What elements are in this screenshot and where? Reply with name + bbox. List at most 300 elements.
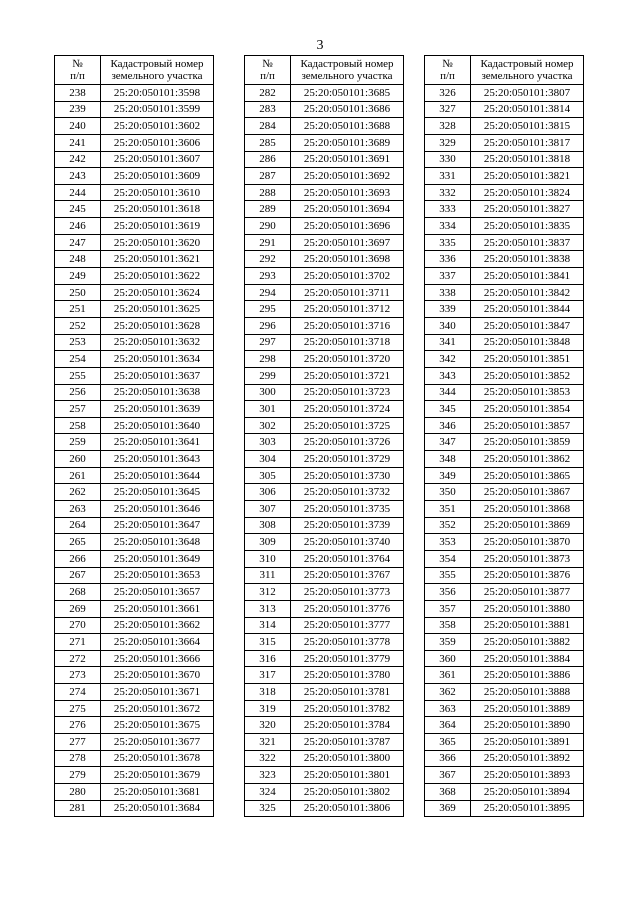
cadastral-number-cell: 25:20:050101:3666 (101, 650, 214, 667)
cadastral-number-cell: 25:20:050101:3661 (101, 600, 214, 617)
row-number-cell: 319 (245, 700, 291, 717)
row-number-cell: 328 (425, 118, 471, 135)
table-row (245, 85, 404, 102)
table-row (245, 767, 404, 784)
table-row (245, 783, 404, 800)
table-row (245, 434, 404, 451)
cadastral-number-cell: 25:20:050101:3628 (101, 317, 214, 334)
table-row (425, 684, 584, 701)
row-number-cell: 327 (425, 101, 471, 118)
row-number-cell: 242 (55, 151, 101, 168)
cadastral-number-cell: 25:20:050101:3694 (291, 201, 404, 218)
row-number-cell: 310 (245, 550, 291, 567)
row-number-cell: 240 (55, 118, 101, 135)
table-row (55, 567, 214, 584)
row-number-cell: 359 (425, 634, 471, 651)
row-number-cell: 266 (55, 550, 101, 567)
row-number-cell: 334 (425, 218, 471, 235)
cadastral-number-cell: 25:20:050101:3784 (291, 717, 404, 734)
table-row (55, 617, 214, 634)
cadastral-number-cell: 25:20:050101:3609 (101, 168, 214, 185)
row-number-cell: 357 (425, 600, 471, 617)
row-number-cell: 346 (425, 417, 471, 434)
table-row (55, 367, 214, 384)
cadastral-number-cell: 25:20:050101:3740 (291, 534, 404, 551)
table-row (245, 317, 404, 334)
table-row (245, 284, 404, 301)
row-number-cell: 271 (55, 634, 101, 651)
cadastral-number-cell: 25:20:050101:3779 (291, 650, 404, 667)
table-row (425, 401, 584, 418)
cadastral-number-cell: 25:20:050101:3625 (101, 301, 214, 318)
row-number-cell: 362 (425, 684, 471, 701)
cadastral-number-cell: 25:20:050101:3696 (291, 218, 404, 235)
row-number-cell: 244 (55, 184, 101, 201)
cadastral-number-cell: 25:20:050101:3686 (291, 101, 404, 118)
row-number-cell: 309 (245, 534, 291, 551)
table-row (55, 384, 214, 401)
row-number-cell: 308 (245, 517, 291, 534)
row-number-cell: 318 (245, 684, 291, 701)
table-row (55, 168, 214, 185)
row-number-cell: 257 (55, 401, 101, 418)
row-number-cell: 238 (55, 85, 101, 102)
cadastral-number-cell: 25:20:050101:3817 (471, 134, 584, 151)
cadastral-number-cell: 25:20:050101:3653 (101, 567, 214, 584)
cadastral-number-cell: 25:20:050101:3865 (471, 467, 584, 484)
table-row (245, 401, 404, 418)
row-number-cell: 354 (425, 550, 471, 567)
row-number-cell: 239 (55, 101, 101, 118)
cadastral-number-cell: 25:20:050101:3824 (471, 184, 584, 201)
row-number-cell: 254 (55, 351, 101, 368)
table-row (245, 550, 404, 567)
table-row (55, 600, 214, 617)
table-row (55, 634, 214, 651)
row-number-cell: 358 (425, 617, 471, 634)
table-row (425, 501, 584, 518)
row-number-cell: 268 (55, 584, 101, 601)
cadastral-number-cell: 25:20:050101:3837 (471, 234, 584, 251)
cadastral-number-cell: 25:20:050101:3873 (471, 550, 584, 567)
row-number-cell: 288 (245, 184, 291, 201)
row-number-cell: 245 (55, 201, 101, 218)
table-row (425, 118, 584, 135)
row-number-cell: 289 (245, 201, 291, 218)
header-cad-line1: Кадастровый номер (300, 58, 394, 70)
table-row (245, 584, 404, 601)
row-number-cell: 251 (55, 301, 101, 318)
header-num-line1: № (442, 58, 453, 70)
cadastral-number-cell: 25:20:050101:3697 (291, 234, 404, 251)
table-row (425, 134, 584, 151)
row-number-cell: 366 (425, 750, 471, 767)
table-row (245, 567, 404, 584)
table-row (425, 168, 584, 185)
header-cad-line1: Кадастровый номер (480, 58, 574, 70)
table-row (245, 101, 404, 118)
row-number-cell: 249 (55, 268, 101, 285)
cadastral-number-cell: 25:20:050101:3643 (101, 451, 214, 468)
cadastral-number-cell: 25:20:050101:3712 (291, 301, 404, 318)
table-row (425, 600, 584, 617)
header-num-line1: № (262, 58, 273, 70)
row-number-cell: 285 (245, 134, 291, 151)
row-number-cell: 286 (245, 151, 291, 168)
cadastral-number-cell: 25:20:050101:3851 (471, 351, 584, 368)
table-row (245, 268, 404, 285)
cadastral-number-cell: 25:20:050101:3640 (101, 417, 214, 434)
row-number-cell: 323 (245, 767, 291, 784)
table-row (245, 467, 404, 484)
table-row (245, 118, 404, 135)
row-number-cell: 336 (425, 251, 471, 268)
table-row (425, 201, 584, 218)
table-row (425, 733, 584, 750)
cadastral-number-cell: 25:20:050101:3895 (471, 800, 584, 817)
row-number-cell: 365 (425, 733, 471, 750)
table-row (425, 700, 584, 717)
cadastral-number-cell: 25:20:050101:3732 (291, 484, 404, 501)
cadastral-number-cell: 25:20:050101:3677 (101, 733, 214, 750)
cadastral-number-cell: 25:20:050101:3649 (101, 550, 214, 567)
cadastral-number-cell: 25:20:050101:3870 (471, 534, 584, 551)
cadastral-number-cell: 25:20:050101:3852 (471, 367, 584, 384)
table-row (55, 251, 214, 268)
cadastral-number-cell: 25:20:050101:3598 (101, 85, 214, 102)
table-row (245, 634, 404, 651)
header-cad-line2: земельного участка (481, 70, 573, 82)
table-row (55, 451, 214, 468)
table-row (425, 717, 584, 734)
cadastral-number-cell: 25:20:050101:3662 (101, 617, 214, 634)
header-num-line2: п/п (440, 70, 455, 82)
cadastral-number-cell: 25:20:050101:3781 (291, 684, 404, 701)
cadastral-number-cell: 25:20:050101:3868 (471, 501, 584, 518)
table-row (245, 151, 404, 168)
cadastral-number-cell: 25:20:050101:3782 (291, 700, 404, 717)
table-row (425, 584, 584, 601)
table-row (245, 218, 404, 235)
cadastral-number-cell: 25:20:050101:3867 (471, 484, 584, 501)
row-number-cell: 307 (245, 501, 291, 518)
cadastral-number-cell: 25:20:050101:3726 (291, 434, 404, 451)
cadastral-number-cell: 25:20:050101:3675 (101, 717, 214, 734)
cadastral-number-cell: 25:20:050101:3638 (101, 384, 214, 401)
cadastral-number-cell: 25:20:050101:3724 (291, 401, 404, 418)
table-row (55, 317, 214, 334)
cadastral-number-cell: 25:20:050101:3725 (291, 417, 404, 434)
row-number-cell: 264 (55, 517, 101, 534)
row-number-cell: 306 (245, 484, 291, 501)
cadastral-number-cell: 25:20:050101:3767 (291, 567, 404, 584)
row-number-cell: 337 (425, 268, 471, 285)
row-number-cell: 303 (245, 434, 291, 451)
row-number-cell: 344 (425, 384, 471, 401)
table-row (55, 301, 214, 318)
cadastral-number-cell: 25:20:050101:3869 (471, 517, 584, 534)
table-row (245, 650, 404, 667)
cadastral-number-cell: 25:20:050101:3807 (471, 85, 584, 102)
cadastral-number-cell: 25:20:050101:3787 (291, 733, 404, 750)
table-row (245, 234, 404, 251)
cadastral-number-cell: 25:20:050101:3641 (101, 434, 214, 451)
cadastral-number-cell: 25:20:050101:3639 (101, 401, 214, 418)
table-row (245, 617, 404, 634)
table-row (425, 417, 584, 434)
cadastral-number-cell: 25:20:050101:3891 (471, 733, 584, 750)
row-number-cell: 331 (425, 168, 471, 185)
column-header-number (245, 56, 291, 85)
row-number-cell: 364 (425, 717, 471, 734)
row-number-cell: 363 (425, 700, 471, 717)
row-number-cell: 260 (55, 451, 101, 468)
table-row (245, 534, 404, 551)
cadastral-number-cell: 25:20:050101:3888 (471, 684, 584, 701)
row-number-cell: 335 (425, 234, 471, 251)
row-number-cell: 302 (245, 417, 291, 434)
cadastral-number-cell: 25:20:050101:3644 (101, 467, 214, 484)
row-number-cell: 284 (245, 118, 291, 135)
table-row (245, 351, 404, 368)
cadastral-number-cell: 25:20:050101:3688 (291, 118, 404, 135)
cadastral-number-cell: 25:20:050101:3739 (291, 517, 404, 534)
column-header-cadastral (291, 56, 404, 85)
table-row (55, 201, 214, 218)
row-number-cell: 291 (245, 234, 291, 251)
cadastral-number-cell: 25:20:050101:3835 (471, 218, 584, 235)
cadastral-number-cell: 25:20:050101:3818 (471, 151, 584, 168)
row-number-cell: 339 (425, 301, 471, 318)
cadastral-number-cell: 25:20:050101:3720 (291, 351, 404, 368)
cadastral-number-cell: 25:20:050101:3647 (101, 517, 214, 534)
cadastral-number-cell: 25:20:050101:3735 (291, 501, 404, 518)
table-row (425, 467, 584, 484)
table-row (425, 234, 584, 251)
table-row (55, 85, 214, 102)
table-row (55, 783, 214, 800)
row-number-cell: 341 (425, 334, 471, 351)
row-number-cell: 313 (245, 600, 291, 617)
cadastral-number-cell: 25:20:050101:3815 (471, 118, 584, 135)
row-number-cell: 333 (425, 201, 471, 218)
cadastral-number-cell: 25:20:050101:3610 (101, 184, 214, 201)
table-row (245, 384, 404, 401)
cadastral-number-cell: 25:20:050101:3838 (471, 251, 584, 268)
row-number-cell: 349 (425, 467, 471, 484)
cadastral-number-cell: 25:20:050101:3842 (471, 284, 584, 301)
table-header-row (425, 56, 584, 85)
row-number-cell: 259 (55, 434, 101, 451)
row-number-cell: 292 (245, 251, 291, 268)
table-row (55, 650, 214, 667)
row-number-cell: 281 (55, 800, 101, 817)
row-number-cell: 262 (55, 484, 101, 501)
cadastral-number-cell: 25:20:050101:3773 (291, 584, 404, 601)
cadastral-number-cell: 25:20:050101:3723 (291, 384, 404, 401)
row-number-cell: 350 (425, 484, 471, 501)
row-number-cell: 273 (55, 667, 101, 684)
table-row (245, 201, 404, 218)
row-number-cell: 246 (55, 218, 101, 235)
table-row (55, 417, 214, 434)
table-row (425, 484, 584, 501)
table-row (245, 184, 404, 201)
column-header-cadastral (471, 56, 584, 85)
table-row (425, 284, 584, 301)
row-number-cell: 241 (55, 134, 101, 151)
cadastral-number-cell: 25:20:050101:3691 (291, 151, 404, 168)
cadastral-number-cell: 25:20:050101:3729 (291, 451, 404, 468)
table-body (425, 85, 584, 817)
table-row (425, 101, 584, 118)
cadastral-number-cell: 25:20:050101:3777 (291, 617, 404, 634)
table-row (425, 567, 584, 584)
table-row (245, 484, 404, 501)
table-row (245, 667, 404, 684)
cadastral-number-cell: 25:20:050101:3648 (101, 534, 214, 551)
cadastral-number-cell: 25:20:050101:3672 (101, 700, 214, 717)
cadastral-number-cell: 25:20:050101:3877 (471, 584, 584, 601)
cadastral-number-cell: 25:20:050101:3876 (471, 567, 584, 584)
row-number-cell: 311 (245, 567, 291, 584)
cadastral-table-3 (424, 55, 584, 817)
cadastral-number-cell: 25:20:050101:3889 (471, 700, 584, 717)
row-number-cell: 361 (425, 667, 471, 684)
table-header-row (55, 56, 214, 85)
table-row (55, 550, 214, 567)
table-row (245, 733, 404, 750)
table-row (55, 484, 214, 501)
row-number-cell: 332 (425, 184, 471, 201)
table-row (55, 351, 214, 368)
row-number-cell: 261 (55, 467, 101, 484)
row-number-cell: 263 (55, 501, 101, 518)
table-row (425, 351, 584, 368)
table-row (55, 684, 214, 701)
column-header-cadastral (101, 56, 214, 85)
cadastral-number-cell: 25:20:050101:3814 (471, 101, 584, 118)
table-row (425, 268, 584, 285)
row-number-cell: 312 (245, 584, 291, 601)
row-number-cell: 305 (245, 467, 291, 484)
row-number-cell: 348 (425, 451, 471, 468)
table-row (55, 667, 214, 684)
row-number-cell: 340 (425, 317, 471, 334)
cadastral-number-cell: 25:20:050101:3854 (471, 401, 584, 418)
table-row (55, 101, 214, 118)
table-row (425, 367, 584, 384)
table-row (425, 317, 584, 334)
cadastral-number-cell: 25:20:050101:3730 (291, 467, 404, 484)
table-row (245, 301, 404, 318)
cadastral-number-cell: 25:20:050101:3637 (101, 367, 214, 384)
cadastral-number-cell: 25:20:050101:3844 (471, 301, 584, 318)
row-number-cell: 317 (245, 667, 291, 684)
cadastral-number-cell: 25:20:050101:3620 (101, 234, 214, 251)
row-number-cell: 267 (55, 567, 101, 584)
row-number-cell: 369 (425, 800, 471, 817)
row-number-cell: 275 (55, 700, 101, 717)
cadastral-number-cell: 25:20:050101:3892 (471, 750, 584, 767)
row-number-cell: 368 (425, 783, 471, 800)
cadastral-number-cell: 25:20:050101:3880 (471, 600, 584, 617)
cadastral-number-cell: 25:20:050101:3657 (101, 584, 214, 601)
table-row (425, 251, 584, 268)
row-number-cell: 243 (55, 168, 101, 185)
table-row (425, 334, 584, 351)
cadastral-number-cell: 25:20:050101:3848 (471, 334, 584, 351)
cadastral-number-cell: 25:20:050101:3624 (101, 284, 214, 301)
row-number-cell: 294 (245, 284, 291, 301)
table-row (55, 733, 214, 750)
cadastral-number-cell: 25:20:050101:3857 (471, 417, 584, 434)
row-number-cell: 315 (245, 634, 291, 651)
table-row (425, 451, 584, 468)
cadastral-number-cell: 25:20:050101:3894 (471, 783, 584, 800)
table-row (245, 700, 404, 717)
row-number-cell: 325 (245, 800, 291, 817)
cadastral-number-cell: 25:20:050101:3827 (471, 201, 584, 218)
table-row (55, 218, 214, 235)
row-number-cell: 342 (425, 351, 471, 368)
table-row (55, 234, 214, 251)
row-number-cell: 351 (425, 501, 471, 518)
cadastral-number-cell: 25:20:050101:3698 (291, 251, 404, 268)
row-number-cell: 265 (55, 534, 101, 551)
table-row (425, 750, 584, 767)
table-row (425, 650, 584, 667)
table-row (425, 301, 584, 318)
row-number-cell: 355 (425, 567, 471, 584)
row-number-cell: 282 (245, 85, 291, 102)
table-row (55, 584, 214, 601)
row-number-cell: 322 (245, 750, 291, 767)
cadastral-number-cell: 25:20:050101:3853 (471, 384, 584, 401)
cadastral-number-cell: 25:20:050101:3632 (101, 334, 214, 351)
table-row (55, 534, 214, 551)
table-row (245, 168, 404, 185)
row-number-cell: 253 (55, 334, 101, 351)
header-cad-line1: Кадастровый номер (110, 58, 204, 70)
table-body (55, 85, 214, 817)
table-row (55, 467, 214, 484)
row-number-cell: 345 (425, 401, 471, 418)
cadastral-number-cell: 25:20:050101:3602 (101, 118, 214, 135)
table-row (55, 268, 214, 285)
cadastral-number-cell: 25:20:050101:3622 (101, 268, 214, 285)
table-row (55, 501, 214, 518)
row-number-cell: 347 (425, 434, 471, 451)
row-number-cell: 287 (245, 168, 291, 185)
row-number-cell: 324 (245, 783, 291, 800)
cadastral-number-cell: 25:20:050101:3711 (291, 284, 404, 301)
header-cad-line2: земельного участка (301, 70, 393, 82)
cadastral-number-cell: 25:20:050101:3800 (291, 750, 404, 767)
page-number: 3 (316, 38, 324, 53)
cadastral-number-cell: 25:20:050101:3716 (291, 317, 404, 334)
row-number-cell: 360 (425, 650, 471, 667)
table-row (55, 118, 214, 135)
cadastral-table-2 (244, 55, 404, 817)
table-row (55, 800, 214, 817)
table-row (245, 517, 404, 534)
cadastral-number-cell: 25:20:050101:3684 (101, 800, 214, 817)
table-row (425, 218, 584, 235)
table-row (245, 717, 404, 734)
cadastral-number-cell: 25:20:050101:3702 (291, 268, 404, 285)
column-header-number (425, 56, 471, 85)
